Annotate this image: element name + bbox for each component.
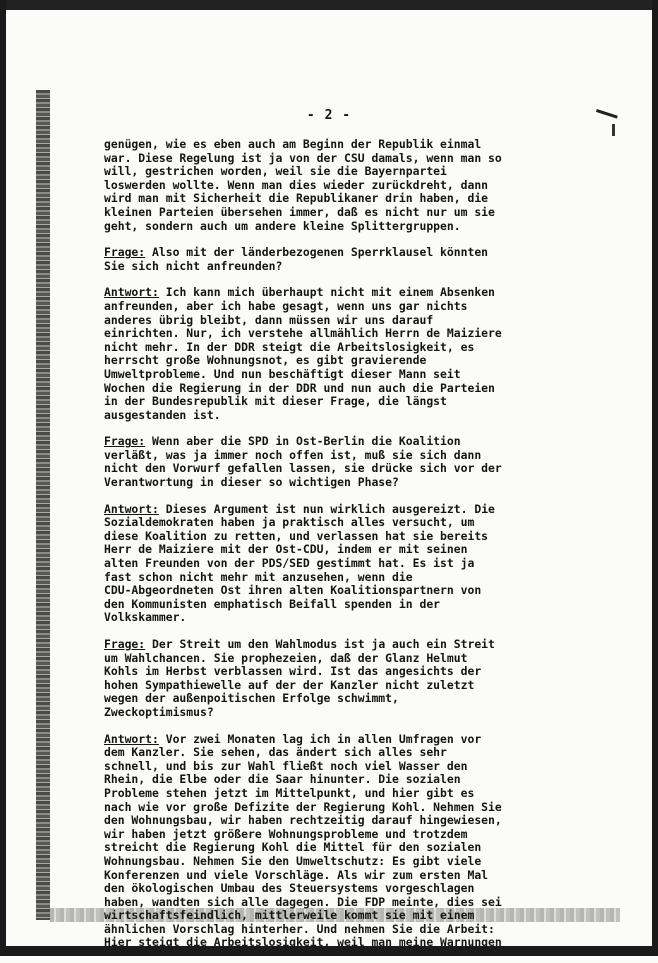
line-text: kleinen Parteien übersehen immer, daß es nicht nur um sie — [104, 204, 495, 219]
line-text: anfreunden, aber ich habe gesagt, wenn uns gar nichts — [104, 298, 468, 313]
text-line — [104, 733, 534, 747]
text-line — [104, 341, 534, 355]
line-text: CDU-Abgeordneten Ost ihren alten Koalitionspartnern von — [104, 583, 482, 598]
line-text: Wochen die Regierung in der DDR und nun auch die Parteien — [104, 380, 495, 395]
line-text: Dieses Argument ist nun wirklich ausgereizt. Die — [158, 501, 495, 516]
line-text: Rhein, die Elbe oder die Saar hinunter. Die sozialen — [104, 772, 461, 787]
line-text: nicht den Vorwurf gefallen lassen, sie drücke sich vor der — [104, 461, 502, 476]
text-line — [104, 543, 534, 557]
page-number: - 2 - — [306, 108, 352, 123]
text-line — [104, 165, 534, 179]
text-line — [104, 246, 534, 260]
line-text: Vor zwei Monaten lag ich in allen Umfragen vor — [158, 731, 482, 746]
text-line — [104, 584, 534, 598]
text-line — [104, 530, 534, 544]
text-line — [104, 152, 534, 166]
scan-border-left — [0, 0, 6, 956]
line-text: dem Kanzler. Sie sehen, das ändert sich alles sehr — [104, 745, 447, 760]
speaker-label: Frage: — [104, 637, 146, 651]
line-text: wird man mit Sicherheit die Republikaner drin haben, die — [104, 191, 489, 206]
line-text: fast schon nicht mehr mit anzusehen, wenn die — [104, 569, 413, 584]
line-text: diese Koalition zu retten, und verlassen hat sie bereits — [104, 528, 489, 543]
text-line — [104, 923, 534, 937]
line-text: ausgestanden ist. — [104, 407, 221, 422]
text-line — [104, 179, 534, 193]
line-text: Hier steigt die Arbeitslosigkeit, weil man meine Warnungen — [104, 935, 502, 950]
line-text: den Wohnungsbau, wir haben rechtzeitig darauf hingewiesen, — [104, 813, 502, 828]
scan-border-top — [0, 0, 658, 10]
line-text: Kohls im Herbst verblassen wird. Ist das angesichts der — [104, 664, 482, 679]
text-line — [104, 828, 534, 842]
text-line — [104, 220, 534, 234]
text-line — [104, 382, 534, 396]
text-line — [104, 611, 534, 625]
line-text: will, gestrichen worden, weil sie die Bayernpartei — [104, 164, 447, 179]
speaker-label: Antwort: — [104, 731, 159, 746]
line-text: in der Bundesrepublik mit dieser Frage, die längst — [104, 394, 447, 409]
text-line — [104, 882, 534, 896]
line-text: den Kommunisten emphatisch Beifall spenden in der — [104, 596, 441, 611]
document-body — [104, 138, 534, 963]
line-text: streicht die Regierung Kohl die Mittel für den sozialen — [104, 840, 482, 855]
line-text: schnell, und bis zur Wahl fließt noch viel Wasser den — [104, 758, 468, 773]
scan-border-right — [652, 0, 658, 956]
line-text: Sozialdemokraten haben ja praktisch alles versucht, um — [104, 515, 475, 530]
line-text: war. Diese Regelung ist ja von der CSU damals, wenn man so — [104, 150, 502, 165]
text-line — [104, 869, 534, 883]
text-line — [104, 462, 534, 476]
line-text: wegen der außenpoitischen Erfolge schwimmt, — [104, 691, 399, 706]
line-text: den ökologischen Umbau des Steuersystems vorgeschlagen — [104, 881, 475, 896]
staple-mark-tail — [612, 124, 615, 136]
text-line — [104, 192, 534, 206]
text-line — [104, 801, 534, 815]
scan-shadow-left — [36, 90, 50, 920]
text-line — [104, 260, 534, 274]
text-line — [104, 354, 534, 368]
line-text: alten Freunden von der PDS/SED gestimmt hat. Es ist ja — [104, 556, 475, 571]
line-text: um Wahlchancen. Sie prophezeien, daß der Glanz Helmut — [104, 650, 468, 665]
text-line — [104, 909, 534, 923]
line-text: Umweltprobleme. Und nun beschäftigt dieser Mann seit — [104, 366, 461, 381]
paragraph — [104, 733, 534, 951]
speaker-label: Antwort: — [104, 501, 159, 516]
line-text: Wohnungsbau. Nehmen Sie den Umweltschutz: Es gibt viele — [104, 853, 482, 868]
speaker-label: Frage: — [104, 245, 146, 260]
line-text: Herr de Maiziere mit der Ost-CDU, indem er mit seinen — [104, 542, 468, 557]
line-text: ähnlichen Vorschlag hinterher. Und nehmen Sie die Arbeit: — [104, 921, 495, 936]
text-line — [104, 773, 534, 787]
line-text: anderes übrig bleibt, dann müssen wir uns darauf — [104, 312, 434, 327]
text-line — [104, 760, 534, 774]
line-text: wir haben jetzt größere Wohnungsprobleme und trotzdem — [104, 826, 468, 841]
speaker-label: Antwort: — [104, 285, 159, 300]
text-line — [104, 503, 534, 517]
line-text: Konferenzen und viele Vorschläge. Als wir zum ersten Mal — [104, 867, 489, 882]
paragraph — [104, 503, 534, 625]
line-text: Also mit der länderbezogenen Sperrklausel könnten — [145, 245, 489, 260]
line-text: verläßt, was ja immer noch offen ist, muß sie sich dann — [104, 447, 482, 462]
line-text: Zweckoptimismus? — [104, 704, 214, 719]
line-text: nach wie vor große Defizite der Regierung Kohl. Nehmen Sie — [104, 799, 502, 814]
line-text: loswerden wollte. Wenn man dies wieder zurückdreht, dann — [104, 177, 489, 192]
line-text: Der Streit um den Wahlmodus ist ja auch ein Streit — [145, 637, 495, 651]
line-text: herrscht große Wohnungsnot, es gibt gravierende — [104, 353, 427, 368]
text-line — [104, 638, 534, 652]
text-line — [104, 409, 534, 423]
text-line — [104, 652, 534, 666]
paragraph — [104, 246, 534, 273]
text-line — [104, 435, 534, 449]
text-line — [104, 571, 534, 585]
text-line — [104, 300, 534, 314]
text-line — [104, 706, 534, 720]
text-line — [104, 449, 534, 463]
paragraph — [104, 138, 534, 233]
text-line — [104, 936, 534, 950]
line-text: hohen Sympathiewelle auf der der Kanzler nicht zuletzt — [104, 677, 475, 692]
line-text: nicht mehr. In der DDR steigt die Arbeitslosigkeit, es — [104, 339, 475, 354]
text-line — [104, 787, 534, 801]
text-line — [104, 841, 534, 855]
line-text: Ich kann mich überhaupt nicht mit einem Absenken — [158, 285, 495, 300]
paragraph — [104, 435, 534, 489]
text-line — [104, 598, 534, 612]
text-line — [104, 896, 534, 910]
text-line — [104, 327, 534, 341]
line-text: Verantwortung in dieser so wichtigen Phase? — [104, 475, 399, 490]
line-text: genügen, wie es eben auch am Beginn der Republik einmal — [104, 137, 482, 151]
text-line — [104, 368, 534, 382]
line-text: Wenn aber die SPD in Ost-Berlin die Koalition — [145, 434, 461, 449]
paragraph — [104, 286, 534, 422]
text-line — [104, 679, 534, 693]
text-line — [104, 395, 534, 409]
text-line — [104, 286, 534, 300]
line-text: Probleme stehen jetzt im Mittelpunkt, und hier gibt es — [104, 785, 475, 800]
text-line — [104, 814, 534, 828]
line-text: geht, sondern auch um andere kleine Splittergruppen. — [104, 218, 461, 233]
line-text: Volkskammer. — [104, 610, 187, 625]
line-text: einrichten. Nur, ich verstehe allmählich Herrn de Maiziere — [104, 326, 502, 341]
speaker-label: Frage: — [104, 434, 146, 449]
text-line — [104, 476, 534, 490]
text-line — [104, 516, 534, 530]
line-text: Sie sich nicht anfreunden? — [104, 258, 283, 273]
text-line — [104, 314, 534, 328]
line-text: haben, wandten sich alle dagegen. Die FDP meinte, dies sei — [104, 894, 502, 909]
text-line — [104, 692, 534, 706]
text-line — [104, 665, 534, 679]
text-line — [104, 206, 534, 220]
text-line — [104, 557, 534, 571]
paragraph — [104, 638, 534, 720]
text-line — [104, 746, 534, 760]
line-text: wirtschaftsfeindlich, mittlerweile kommt sie mit einem — [104, 908, 475, 923]
text-line — [104, 855, 534, 869]
text-line — [104, 138, 534, 152]
